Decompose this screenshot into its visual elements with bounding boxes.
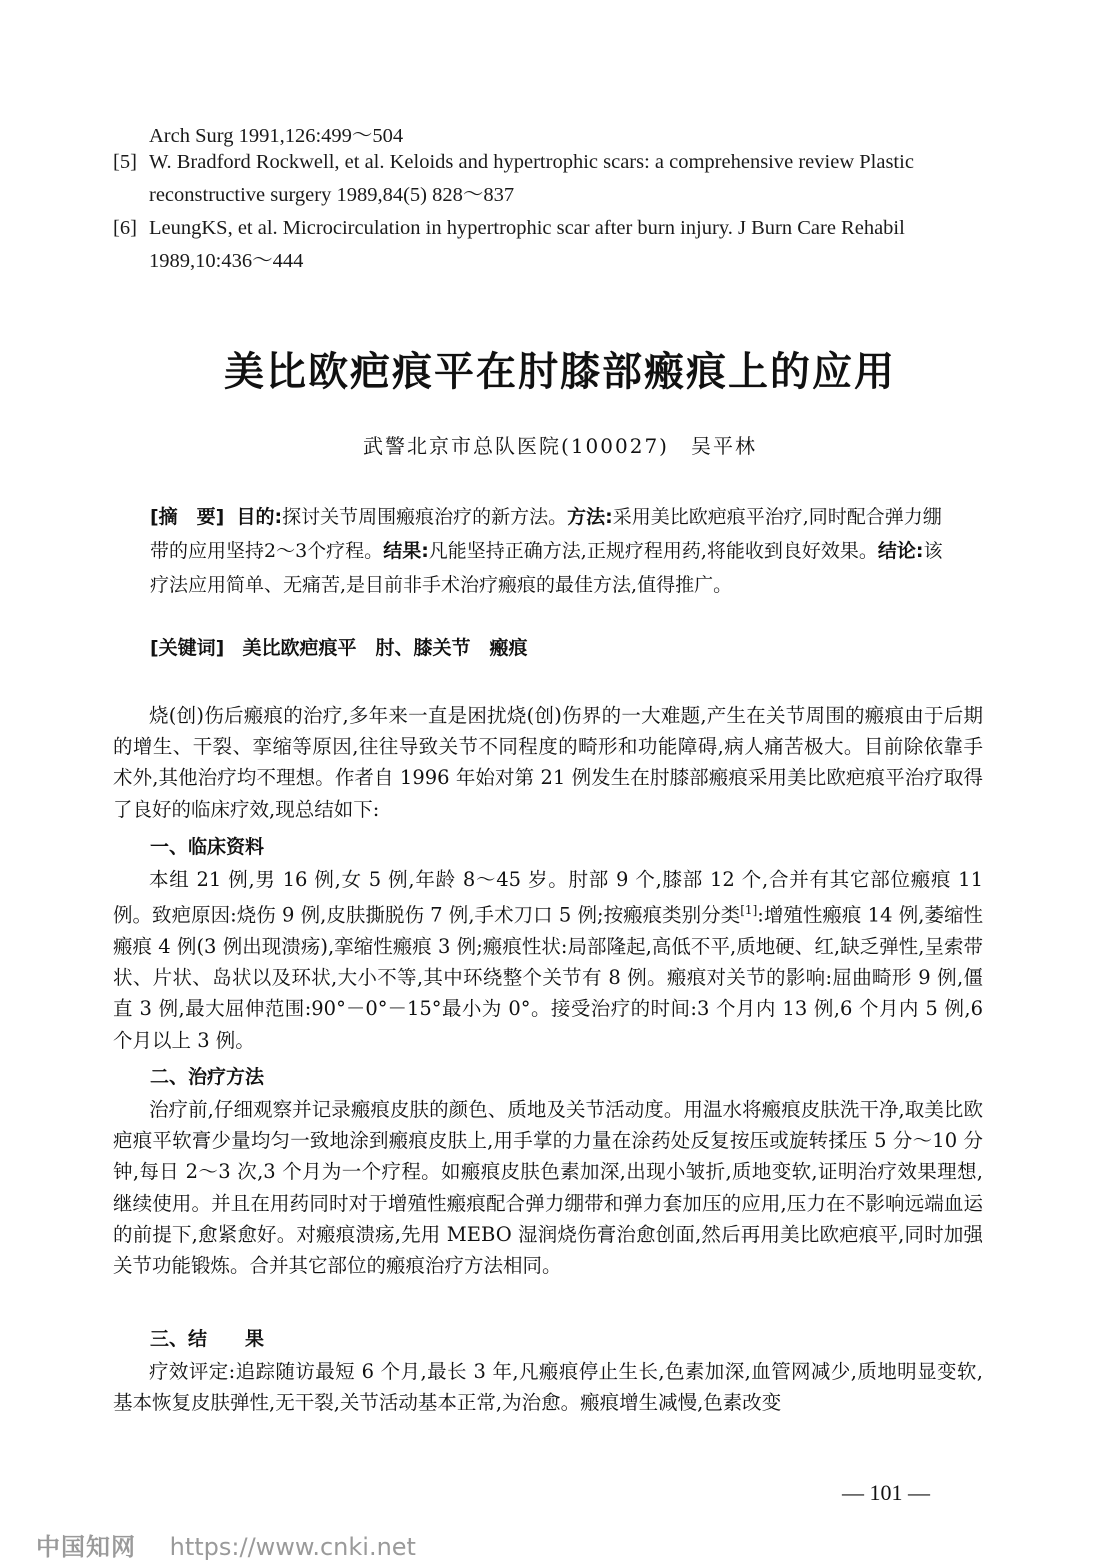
article-author: 武警北京市总队医院(100027) 吴平林 <box>363 434 757 458</box>
abstract-label: [摘 要] <box>150 506 225 528</box>
reference-text: LeungKS, et al. Microcirculation in hypertrophic scar after burn injury. J Burn Care Rehabil 1989,10:436～444 <box>149 217 905 272</box>
reference-text: W. Bradford Rockwell, et al. Keloids and hypertrophic scars: a comprehensive review Plastic reconstructive surgery 1989,84(5) 828～837 <box>149 151 914 206</box>
citation: [1] <box>740 903 758 918</box>
intro-paragraph: 烧(创)伤后瘢痕的治疗,多年来一直是困扰烧(创)伤界的一大难题,产生在关节周围的瘢痕由于后期的增生、干裂、挛缩等原因,往往导致关节不同程度的畸形和功能障碍,病人痛苦极大。目前除依靠手术外,其他治疗均不理想。作者自 1996 年始对第 21 例发生在肘膝部瘢痕采用美比欧疤痕平治疗取得了良好的临床疗效,现总结如下: <box>113 704 983 821</box>
abstract <box>150 500 960 602</box>
treatment-paragraph: 治疗前,仔细观察并记录瘢痕皮肤的颜色、质地及关节活动度。用温水将瘢痕皮肤洗干净,取美比欧疤痕平软膏少量均匀一致地涂到瘢痕皮肤上,用手掌的力量在涂药处反复按压或旋转揉压 5 分～10 分钟,每日 2～3 次,3 个月为一个疗程。如瘢痕皮肤色素加深,出现小皱折,质地变软,证明治疗效果理想,继续使用。并且在用药同时对于增殖性瘢痕配合弹力绷带和弹力套加压的应用,压力在不影响远端血运的前提下,愈紧愈好。对瘢痕溃疡,先用 MEBO 湿润烧伤膏治愈创面,然后再用美比欧疤痕平,同时加强关节功能锻炼。合并其它部位的瘢痕治疗方法相同。 <box>113 1098 983 1278</box>
clinical-text-b: :增殖性瘢痕 14 例,萎缩性瘢痕 4 例(3 例出现溃疡),挛缩性瘢痕 3 例;瘢痕性状:局部隆起,高低不平,质地硬、红,缺乏弹性,呈索带状、片状、岛状以及环状,大小不等,其中环绕整个关节有 8 例。瘢痕对关节的影响:屈曲畸形 9 例,僵直 3 例,最大屈伸范围:90°－0°－15°最小为 0°。接受治疗的时间:3 个月内 13 例,6 个月内 5 例,6 个月以上 3 例。 <box>113 903 983 1052</box>
clinical-text-a: 本组 21 例,男 16 例,女 5 例,年龄 8～45 岁。肘部 9 个,膝部 12 个,合并有其它部位瘢痕 11 例。致疤原因:烧伤 9 例,皮肤撕脱伤 7 例,手术刀口 5 例;按瘢痕类别分类 <box>113 868 983 927</box>
reference-continuation: Arch Surg 1991,126:499～504 <box>149 125 404 147</box>
abstract-method-label: 方法: <box>567 506 613 528</box>
footer-brand: 中国知网 <box>36 1533 136 1561</box>
abstract-objective-label: 目的: <box>236 506 283 528</box>
footer-url[interactable]: https://www.cnki.net <box>169 1533 416 1561</box>
section-heading-results: 三、结 果 <box>150 1328 265 1350</box>
section-heading-treatment: 二、治疗方法 <box>150 1066 265 1088</box>
keywords-label: [关键词] <box>150 637 225 659</box>
abstract-objective: 探讨关节周围瘢痕治疗的新方法。 <box>282 506 568 528</box>
reference-item-5 <box>113 146 983 212</box>
page-number: — 101 — <box>842 1480 930 1505</box>
footer-watermark <box>36 1527 416 1562</box>
reference-item-6 <box>113 212 983 278</box>
reference-number: [5] <box>113 151 137 173</box>
abstract-conclusion-label: 结论: <box>877 540 924 562</box>
reference-number: [6] <box>113 217 137 239</box>
abstract-conclusion: 该疗法应用简单、无痛苦,是目前非手术治疗瘢痕的最佳方法,值得推广。 <box>150 540 943 596</box>
keywords <box>150 631 960 665</box>
article-title: 美比欧疤痕平在肘膝部瘢痕上的应用 <box>224 349 896 395</box>
keywords-text: 美比欧疤痕平 肘、膝关节 瘢痕 <box>242 637 528 659</box>
results-paragraph: 疗效评定:追踪随访最短 6 个月,最长 3 年,凡瘢痕停止生长,色素加深,血管网减少,质地明显变软,基本恢复皮肤弹性,无干裂,关节活动基本正常,为治愈。瘢痕增生减慢,色素改变 <box>113 1360 983 1415</box>
abstract-result-label: 结果: <box>383 540 429 562</box>
clinical-paragraph <box>113 864 983 1056</box>
abstract-result: 凡能坚持正确方法,正规疗程用药,将能收到良好效果。 <box>428 540 878 562</box>
section-heading-clinical: 一、临床资料 <box>150 836 265 858</box>
abstract-method: 采用美比欧疤痕平治疗,同时配合弹力绷带的应用坚持2～3个疗程。 <box>150 506 942 562</box>
